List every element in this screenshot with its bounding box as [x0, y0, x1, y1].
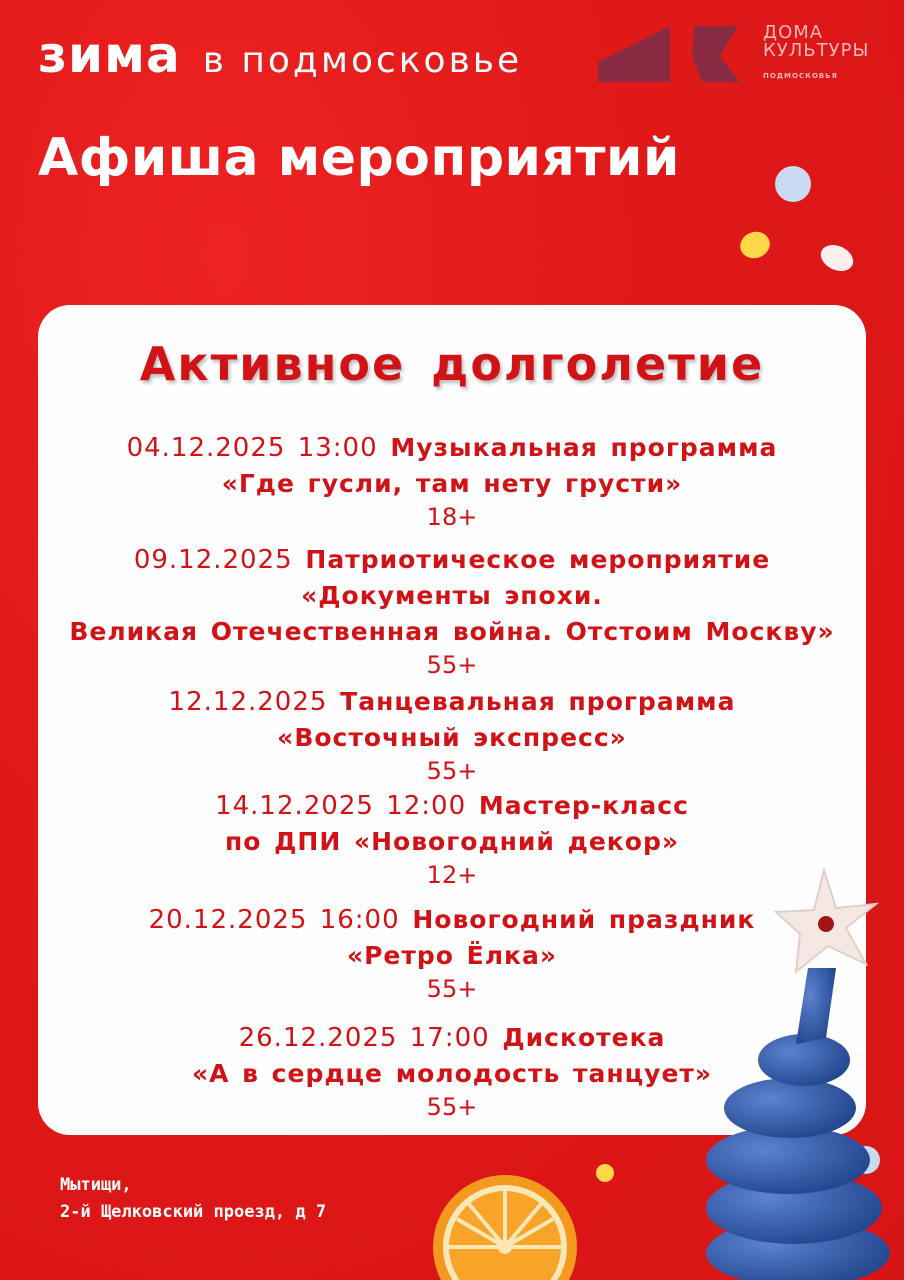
christmas-tree-icon	[676, 868, 904, 1280]
event-subtitle: «Где гусли, там нету грусти»	[221, 469, 683, 498]
event-subtitle: по ДПИ «Новогодний декор»	[225, 827, 679, 856]
event-title: Музыкальная программа	[390, 433, 778, 462]
logo-line-3: ПОДМОСКОВЬЯ	[763, 72, 838, 80]
culture-houses-logo	[598, 22, 888, 88]
brand-main-word: зима	[38, 26, 181, 84]
event-date: 20.12.2025 16:00	[148, 905, 400, 935]
event-subtitle: «Ретро Ёлка»	[346, 941, 558, 970]
event-title: Танцевальная программа	[340, 687, 736, 716]
event-age-rating: 55+	[426, 1093, 478, 1121]
event-subtitle: «А в сердце молодость танцует»	[191, 1059, 713, 1088]
event-title: Патриотическое мероприятие	[305, 545, 771, 574]
event-age-rating: 18+	[426, 503, 478, 531]
event-date: 12.12.2025	[168, 687, 328, 717]
address-block	[60, 1172, 326, 1226]
event-item	[40, 430, 864, 532]
logo-wordmark	[763, 24, 887, 60]
logo-line-2: КУЛЬТУРЫ	[763, 40, 870, 61]
orange-slice-icon	[430, 1172, 580, 1280]
brand-subtitle: в подмосковье	[202, 40, 523, 81]
event-subtitle: Великая Отечественная война. Отстоим Москву»	[69, 617, 835, 646]
event-date: 09.12.2025	[133, 545, 293, 575]
event-title: Новогодний праздник	[412, 905, 756, 934]
event-title: Мастер-класс	[478, 791, 689, 820]
event-subtitle: «Восточный экспресс»	[277, 723, 627, 752]
event-item	[40, 684, 864, 786]
event-item	[40, 542, 864, 680]
section-title: Активное долголетие	[139, 337, 765, 391]
logo-line-1: ДОМА	[763, 22, 824, 43]
event-title: Дискотека	[502, 1023, 666, 1052]
address-street: 2-й Щелковский проезд, д 7	[60, 1202, 327, 1222]
event-age-rating: 55+	[426, 757, 478, 785]
address-city: Мытищи,	[60, 1175, 132, 1195]
yellow-dot-decoration-bottom	[596, 1164, 614, 1182]
event-date: 26.12.2025 17:00	[238, 1023, 490, 1053]
page-title: Афиша мероприятий	[38, 128, 680, 188]
event-age-rating: 12+	[426, 861, 478, 889]
brand-header	[38, 26, 522, 84]
event-date: 04.12.2025 13:00	[126, 433, 378, 463]
blue-dot-decoration	[775, 166, 811, 202]
event-age-rating: 55+	[426, 975, 478, 1003]
logo-mark-icon	[598, 22, 758, 88]
event-date: 14.12.2025 12:00	[215, 791, 467, 821]
event-subtitle: «Документы эпохи.	[301, 581, 603, 610]
event-age-rating: 55+	[426, 651, 478, 679]
